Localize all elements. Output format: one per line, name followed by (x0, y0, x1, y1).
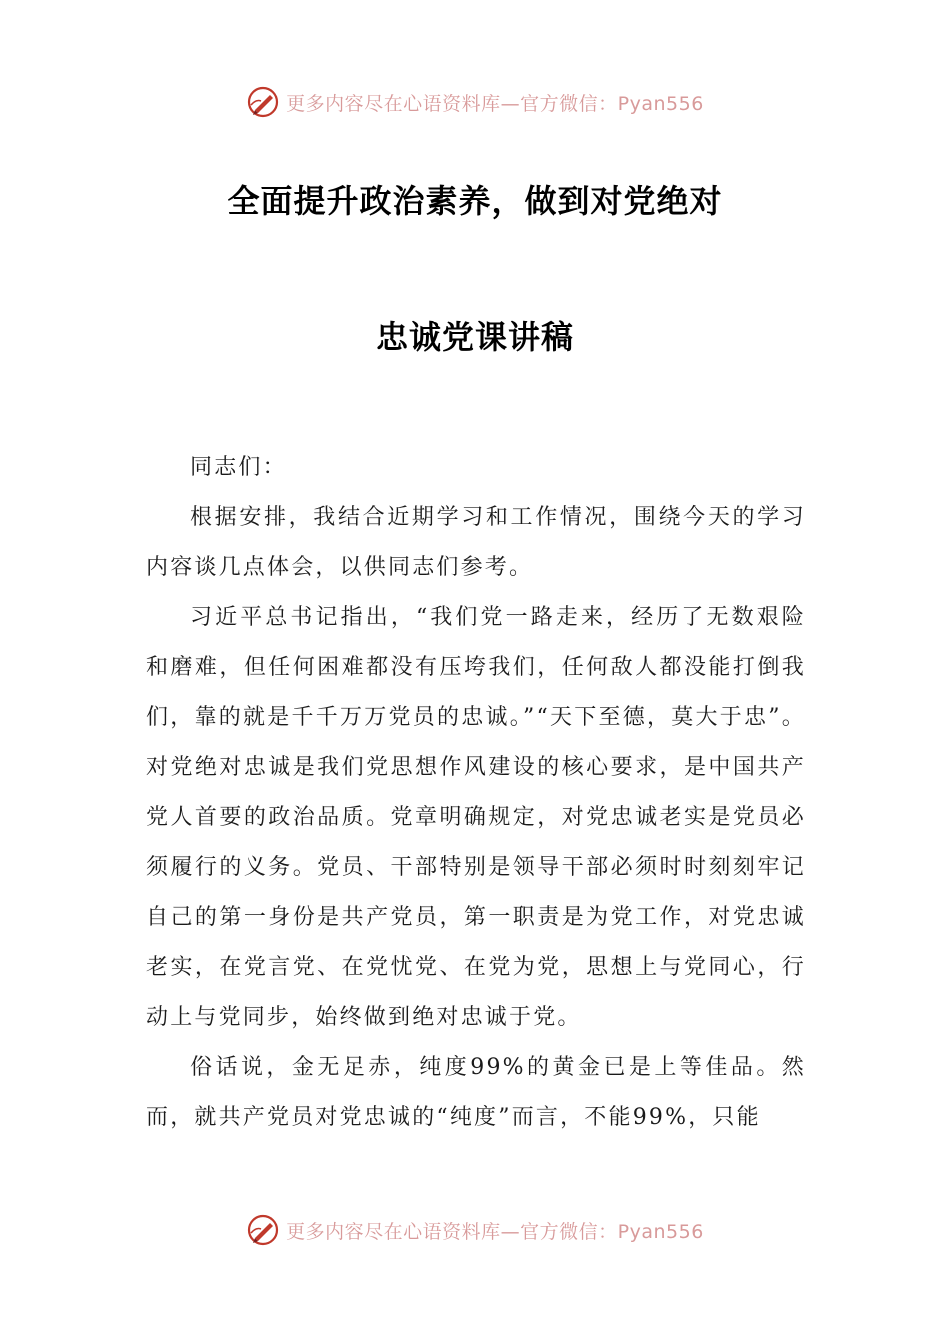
pen-in-circle-logo-icon (246, 1213, 280, 1247)
body-paragraph-2: 习近平总书记指出，“我们党一路走来，经历了无数艰险和磨难，但任何困难都没有压垮我们，任何敌人都没能打倒我们，靠的就是千千万万党员的忠诚。”“天下至德，莫大于忠”。对党绝对忠诚是我们党思想作风建设的核心要求，是中国共产党人首要的政治品质。党章明确规定，对党忠诚老实是党员必须履行的义务。党员、干部特别是领导干部必须时时刻刻牢记自己的第一身份是共产党员，第一职责是为党工作，对党忠诚老实，在党言党、在党忧党、在党为党，思想上与党同心，行动上与党同步，始终做到绝对忠诚于党。 (146, 605, 806, 1030)
pen-in-circle-logo-icon (246, 85, 280, 119)
body-paragraph-3: 俗话说，金无足赤，纯度99%的黄金已是上等佳品。然而，就共产党员对党忠诚的“纯度”而言，不能99%，只能 (146, 1055, 806, 1130)
body-paragraph-1: 根据安排，我结合近期学习和工作情况，围绕今天的学习内容谈几点体会，以供同志们参考。 (146, 505, 806, 580)
footer-watermark-text: 更多内容尽在心语资料库—官方微信：Pyan556 (286, 1220, 704, 1243)
document-body (146, 443, 806, 1143)
header-watermark-text: 更多内容尽在心语资料库—官方微信：Pyan556 (286, 92, 704, 115)
header-watermark-banner (0, 82, 950, 122)
footer-watermark-banner (0, 1210, 950, 1250)
document-title-line-2: 忠诚党课讲稿 (375, 318, 574, 356)
document-title-line-1: 全面提升政治素养，做到对党绝对 (227, 182, 723, 220)
salutation: 同志们： (190, 455, 287, 480)
